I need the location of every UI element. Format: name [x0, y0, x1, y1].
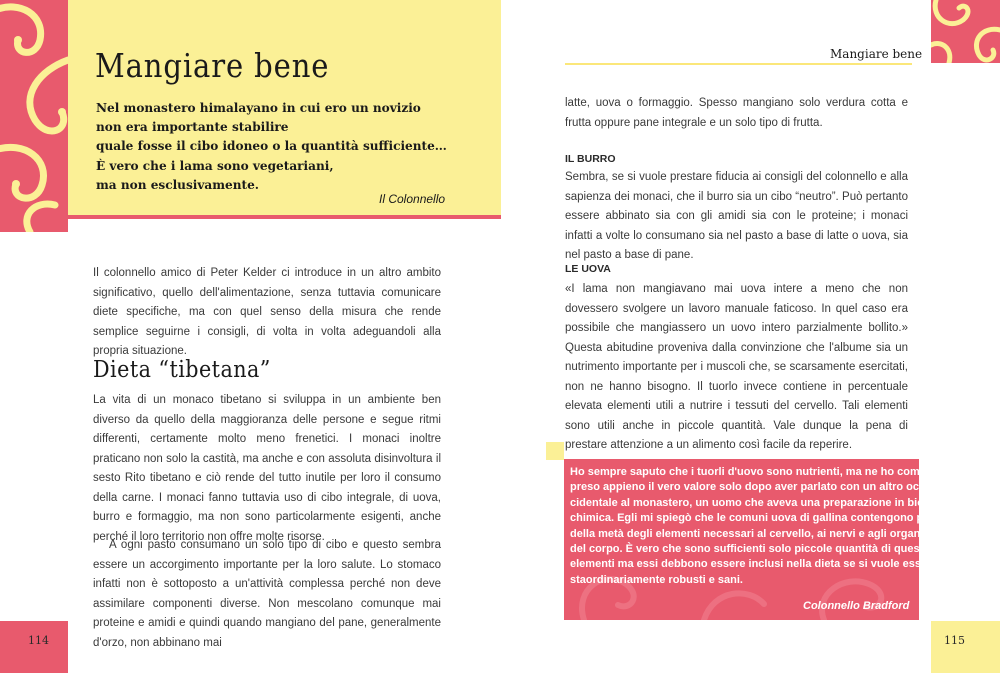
- epigraph-line: non era importante stabilire: [96, 120, 289, 135]
- quote-line: della metà degli elementi necessari al cervello, ai nervi e agli organi: [570, 527, 924, 540]
- page-number-box-left: [0, 621, 68, 673]
- ogni-pasto-paragraph: A ogni pasto consumano un solo tipo di cibo e questo sembra essere un accorgimento importante per la loro salute. Lo stomaco infatti non è sottoposto a un'attività complessa perché non deve assimilare componenti diverse. Non mescolano comunque mai proteine e amidi e quindi quando mangiano del pane, generalmente d'orzo, non abbinano mai: [93, 539, 441, 649]
- quote-line: del corpo. È vero che sono sufficienti solo piccole quantità di questi: [570, 543, 927, 556]
- quote-line: elementi ma essi debbono essere inclusi nella dieta se si vuole essere: [570, 558, 938, 571]
- quote-box-text: [570, 465, 938, 588]
- epigraph-line: Nel monastero himalayano in cui ero un novizio: [96, 101, 421, 115]
- running-head: Mangiare bene: [830, 47, 923, 61]
- page-number-box-right: [931, 621, 1000, 673]
- page-number-right: 115: [944, 634, 965, 647]
- quote-line: cidentale al monastero, un uomo che aveva una preparazione in bio-: [570, 496, 928, 509]
- decorative-corner-right: [931, 0, 1000, 63]
- quote-line: Ho sempre saputo che i tuorli d'uovo sono nutrienti, ma ne ho com-: [570, 466, 924, 478]
- page-number-left: 114: [28, 634, 49, 647]
- epigraph-author: Il Colonnello: [379, 192, 446, 206]
- continuation-paragraph: latte, uova o formaggio. Spesso mangiano solo verdura cotta e frutta oppure pane integrale e un solo tipo di frutta.: [565, 97, 908, 129]
- page-title: Mangiare bene: [95, 46, 330, 85]
- decorative-square: [546, 442, 564, 460]
- epigraph: [96, 99, 447, 195]
- header-underline: [68, 215, 501, 219]
- swirl-ornament-icon: [0, 0, 68, 232]
- swirl-ornament-icon: [931, 0, 1000, 63]
- decorative-strip-left: [0, 0, 68, 232]
- epigraph-line: È vero che i lama sono vegetariani,: [96, 158, 334, 173]
- burro-heading: IL BURRO: [565, 153, 616, 165]
- section-title: Dieta “tibetana”: [93, 357, 271, 383]
- dieta-paragraph: La vita di un monaco tibetano si sviluppa in un ambiente ben diverso da quello della maggioranza delle persone e segue ritmi differenti, certamente molto meno frenetici. I monaci inoltre praticano non solo la castità, ma anche e con assoluta disinvoltura il sesto Rito tibetano e ciò rende del tutto inutile per loro il consumo della carne. I monaci fanno tuttavia uso di cibo integrale, di uova, burro e formaggio, ma non sono particolarmente esigenti, anche perché il loro territorio non offre molte risorse.: [93, 394, 441, 543]
- quote-line: chimica. Egli mi spiegò che le comuni uova di gallina contengono più: [570, 512, 934, 525]
- quote-box-author: Colonnello Bradford: [803, 600, 910, 612]
- uova-paragraph: «I lama non mangiavano mai uova intere a meno che non dovessero svolgere un lavoro manuale faticoso. In quel caso era possibile che mangiassero un uovo intero parzialmente bollito.» Questa abitudine proveniva dalla convinzione che l'albume sia un nutrimento importante per i muscoli che, se scarsamente esercitati, non ne hanno bisogno. Il tuorlo invece contiene in percentuale elevata elementi utili a nutrire i tessuti del cervello. Tali elementi sono utili anche in piccole quantità. Vale dunque la pena di prestare attenzione a un alimento così facile da reperire.: [565, 283, 908, 451]
- uova-heading: LE UOVA: [565, 263, 611, 275]
- epigraph-line: quale fosse il cibo idoneo o la quantità sufficiente…: [96, 139, 447, 154]
- epigraph-line: ma non esclusivamente.: [96, 177, 259, 192]
- quote-line: preso appieno il vero valore solo dopo aver parlato con un altro oc-: [570, 481, 923, 494]
- running-head-rule: [565, 63, 912, 65]
- burro-paragraph: Sembra, se si vuole prestare fiducia ai consigli del colonnello e alla sapienza dei monaci, che il burro sia un cibo “neutro”. Può pertanto essere abbinato sia con gli amidi sia con le proteine; i monaci infatti a volte lo consumano sia nel pasto a base di latte o uova, sia nel pasto a base di pane.: [565, 171, 908, 261]
- quote-line: staordinariamente robusti e sani.: [570, 573, 743, 586]
- intro-paragraph: Il colonnello amico di Peter Kelder ci introduce in un altro ambito significativo, quello dell'alimentazione, senza tuttavia comunicare diete specifiche, ma con quel senso della misura che rende semplice seguirne i consigli, di volta in volta adeguandoli alla propria situazione.: [93, 267, 441, 357]
